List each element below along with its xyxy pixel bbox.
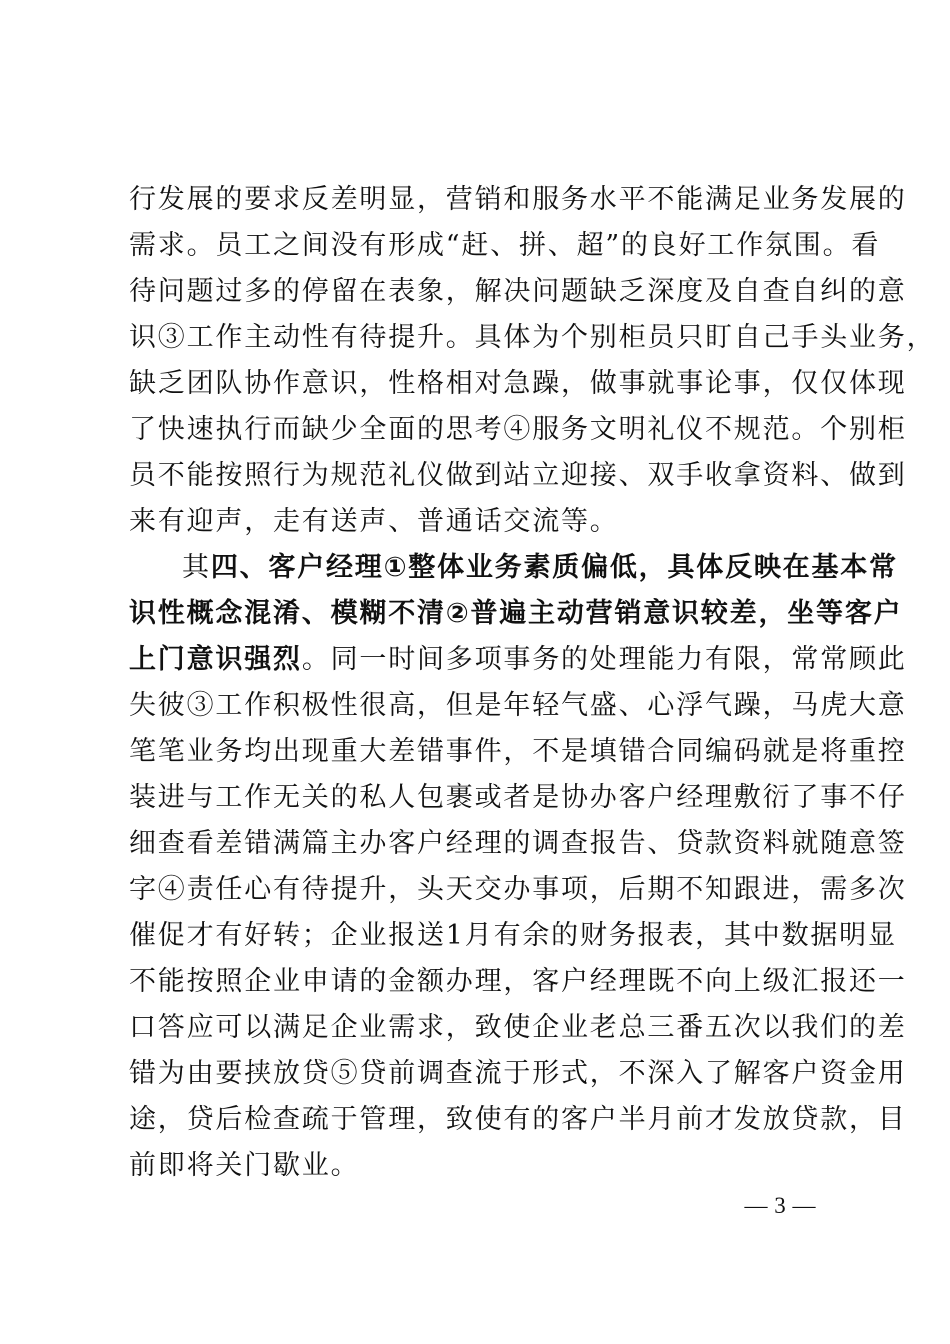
paragraph-1-line: 识③工作主动性有待提升。具体为个别柜员只盯自己手头业务，: [129, 322, 936, 353]
paragraph-2-line: [182, 548, 898, 588]
paragraph-1-line: 来有迎声，走有送声、普通话交流等。: [129, 506, 619, 537]
paragraph-1-line: 员不能按照行为规范礼仪做到站立迎接、双手收拿资料、做到: [129, 460, 907, 491]
paragraph-2-line: 途，贷后检查疏于管理，致使有的客户半月前才发放贷款，目: [129, 1104, 907, 1135]
page-number: — 3 —: [744, 1193, 816, 1218]
paragraph-1-line: 行发展的要求反差明显，营销和服务水平不能满足业务发展的: [129, 184, 907, 215]
paragraph-2-line: 错为由要挟放贷⑤贷前调查流于形式，不深入了解客户资金用: [129, 1058, 907, 1089]
paragraph-2-line: 笔笔业务均出现重大差错事件，不是填错合同编码就是将重控: [129, 736, 907, 767]
paragraph-2-line: 失彼③工作积极性很高，但是年轻气盛、心浮气躁，马虎大意: [129, 690, 907, 721]
paragraph-2-line: 口答应可以满足企业需求，致使企业老总三番五次以我们的差: [129, 1012, 907, 1043]
paragraph-2-line: 装进与工作无关的私人包裹或者是协办客户经理敷衍了事不仔: [129, 782, 907, 813]
paragraph-2-heading: 四、客户经理①整体业务素质偏低，具体反映在基本常: [210, 552, 898, 583]
paragraph-2-line: [129, 640, 907, 680]
paragraph-1-line: 待问题过多的停留在表象，解决问题缺乏深度及自查自纠的意: [129, 276, 907, 307]
paragraph-2-text: 。同一时间多项事务的处理能力有限，常常顾此: [301, 644, 907, 675]
paragraph-2-heading-end: 上门意识强烈: [129, 644, 302, 675]
paragraph-2-prefix: 其: [182, 552, 211, 583]
paragraph-2-line: 字④责任心有待提升，头天交办事项，后期不知跟进，需多次: [129, 874, 907, 905]
paragraph-1-line: 需求。员工之间没有形成“赶、拼、超”的良好工作氛围。看: [129, 230, 881, 261]
paragraph-1-line: 了快速执行而缺少全面的思考④服务文明礼仪不规范。个别柜: [129, 414, 907, 445]
paragraph-2-line: 前即将关门歇业。: [129, 1150, 360, 1181]
paragraph-2-line: 细查看差错满篇主办客户经理的调查报告、贷款资料就随意签: [129, 828, 907, 859]
paragraph-1-line: 缺乏团队协作意识，性格相对急躁，做事就事论事，仅仅体现: [129, 368, 907, 399]
paragraph-2-line: 识性概念混淆、模糊不清②普遍主动营销意识较差，坐等客户: [129, 598, 903, 629]
paragraph-2-line: 不能按照企业申请的金额办理，客户经理既不向上级汇报还一: [129, 966, 907, 997]
paragraph-2-line: 催促才有好转；企业报送1月有余的财务报表，其中数据明显: [129, 920, 897, 951]
